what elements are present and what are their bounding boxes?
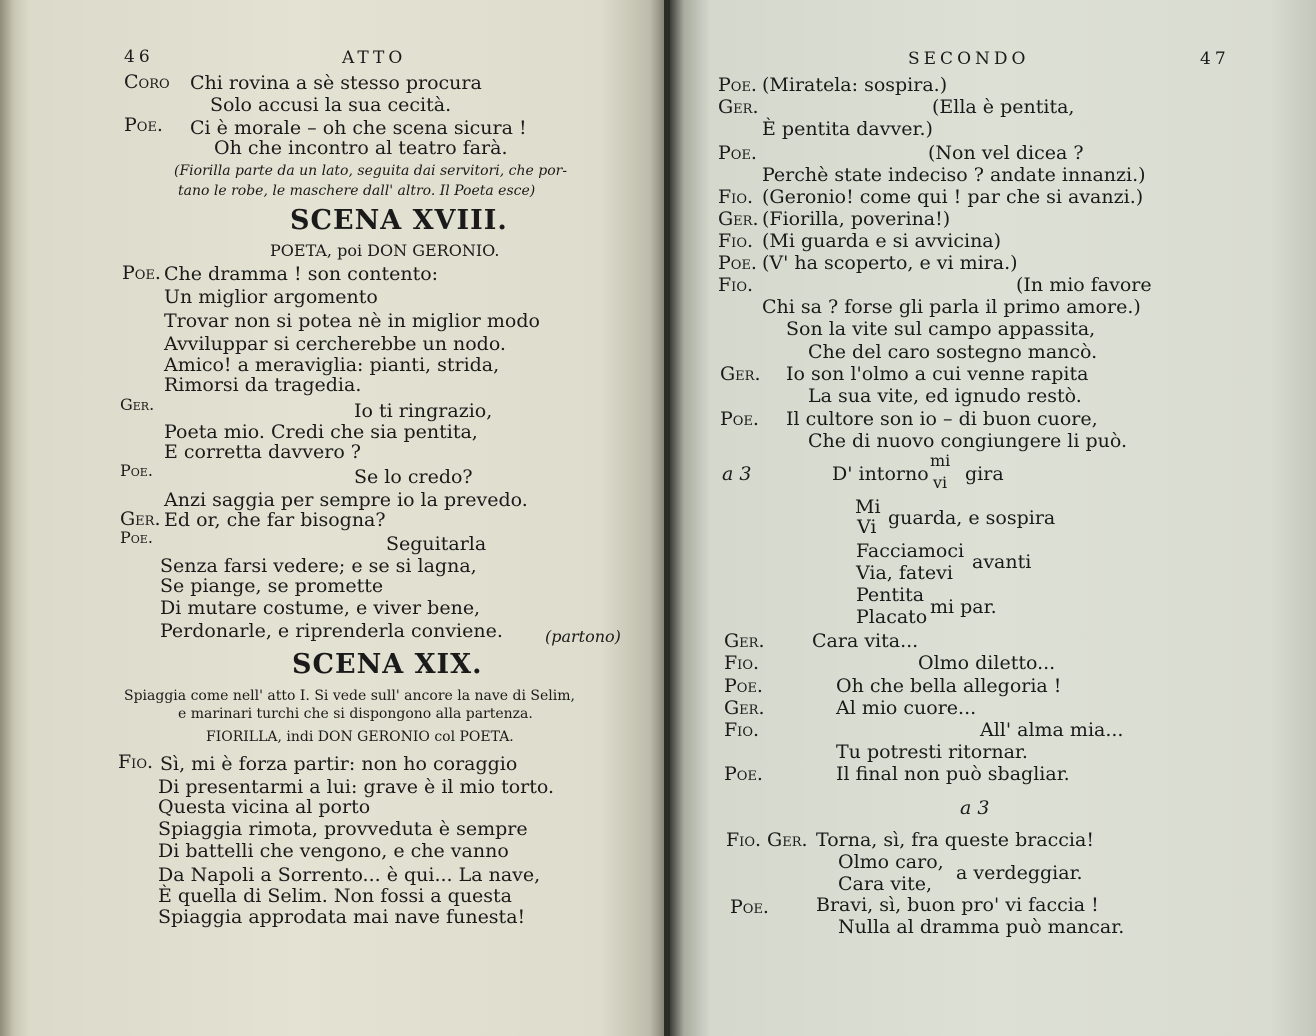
verse-line: Se piange, se promette <box>160 575 384 597</box>
verse-line: All' alma mia... <box>980 719 1124 741</box>
running-head-left: ATTO <box>342 48 407 68</box>
scene-setting: e marinari turchi che si dispongono alla partenza. <box>178 706 533 722</box>
speaker: Poe. <box>724 675 763 697</box>
verse-line: Perchè state indeciso ? andate innanzi.) <box>762 164 1146 186</box>
verse-word: mi <box>930 451 951 470</box>
verse-line: Che dramma ! son contento: <box>164 263 439 285</box>
verse-line: (V' ha scoperto, e vi mira.) <box>762 252 1018 274</box>
speaker: Ger. <box>718 96 759 118</box>
verse-line: Ed or, che far bisogna? <box>164 509 386 531</box>
speaker: Poe. <box>724 763 763 785</box>
verse-line: Anzi saggia per sempre io la prevedo. <box>164 489 528 511</box>
verse-line: Di presentarmi a lui: grave è il mio torto. <box>158 776 555 798</box>
verse-word: Placato <box>856 606 928 628</box>
stage-direction: tano le robe, le maschere dall' altro. Il Poeta esce) <box>178 183 536 199</box>
verse-word: Pentita <box>856 584 925 606</box>
verse-line: (Non vel dicea ? <box>928 142 1084 164</box>
verse-line: Cara vita... <box>812 630 919 652</box>
verse-line: Bravi, sì, buon pro' vi faccia ! <box>816 894 1099 916</box>
verse-line: Perdonarle, e riprenderla conviene. <box>160 620 503 642</box>
scene-cast: POETA, poi DON GERONIO. <box>270 241 500 260</box>
verse-word: Vi <box>857 516 877 538</box>
speaker: Poe. <box>718 252 757 274</box>
verse-line: Spiaggia approdata mai nave funesta! <box>158 906 526 928</box>
verse-line: Son la vite sul campo appassita, <box>786 318 1096 340</box>
verse-line: Un miglior argomento <box>164 286 378 308</box>
verse-word: Via, fatevi <box>856 562 953 584</box>
verse-line: Se lo credo? <box>354 466 473 488</box>
verse-line: Poeta mio. Credi che sia pentita, <box>164 421 478 443</box>
verse-line: (Miratela: sospira.) <box>762 74 948 96</box>
speaker: Poe. <box>122 262 161 284</box>
speaker: Ger. <box>120 395 155 414</box>
running-head-right: SECONDO <box>908 49 1030 69</box>
speaker: Poe. <box>124 114 163 136</box>
verse-line: Di mutare costume, e viver bene, <box>160 597 481 619</box>
verse-line: Chi sa ? forse gli parla il primo amore.) <box>762 296 1141 318</box>
speaker: Ger. <box>120 508 161 530</box>
speaker: Coro <box>124 71 170 93</box>
verse-line: Sì, mi è forza partir: non ho coraggio <box>160 753 518 775</box>
verse-line: Ci è morale – oh che scena sicura ! <box>190 117 527 139</box>
verse-word: a verdeggiar. <box>956 862 1083 884</box>
right-page <box>670 0 1316 1036</box>
verse-line: Solo accusi la sua cecità. <box>210 94 452 116</box>
verse-line: È pentita davver.) <box>762 118 933 140</box>
speaker: Ger. <box>718 208 759 230</box>
ensemble-label: a 3 <box>960 797 990 819</box>
stage-direction: (partono) <box>545 627 621 646</box>
stage-direction: (Fiorilla parte da un lato, seguita dai servitori, che por- <box>174 163 568 179</box>
verse-line: Nulla al dramma può mancar. <box>838 916 1125 938</box>
speaker: Poe. <box>718 142 757 164</box>
verse-line: Olmo diletto... <box>918 652 1056 674</box>
speaker: Poe. <box>120 461 153 480</box>
verse-line: Oh che incontro al teatro farà. <box>214 137 508 159</box>
verse-line: (In mio favore <box>1016 274 1152 296</box>
verse-word: mi par. <box>930 596 997 618</box>
speaker: Fio. <box>118 751 154 773</box>
speaker: Fio. <box>724 652 760 674</box>
verse-word: vi <box>933 473 948 492</box>
verse-line: Il final non può sbagliar. <box>836 763 1070 785</box>
verse-word: avanti <box>972 551 1032 573</box>
verse-line: Questa vicina al porto <box>158 796 371 818</box>
scene-setting: Spiaggia come nell' atto I. Si vede sull' ancore la nave di Selim, <box>124 688 575 704</box>
page-number-right: 47 <box>1200 49 1230 69</box>
verse-line: Avviluppar si cercherebbe un nodo. <box>164 333 506 355</box>
verse-word: Olmo caro, <box>838 851 944 873</box>
verse-word: Facciamoci <box>856 540 965 562</box>
verse-line: Io ti ringrazio, <box>354 400 493 422</box>
verse-line: (Ella è pentita, <box>932 96 1075 118</box>
verse-line: Di battelli che vengono, e che vanno <box>158 840 509 862</box>
speaker: Poe. <box>730 896 769 918</box>
verse-word: Cara vite, <box>838 873 933 895</box>
speaker: Ger. <box>724 630 765 652</box>
verse-line: Chi rovina a sè stesso procura <box>190 72 482 94</box>
ensemble-label: a 3 <box>722 463 752 485</box>
verse-line: Senza farsi vedere; e se si lagna, <box>160 555 477 577</box>
verse-line: guarda, e sospira <box>888 507 1056 529</box>
verse-line: Oh che bella allegoria ! <box>836 675 1062 697</box>
verse-word: gira <box>965 463 1004 485</box>
verse-line: (Mi guarda e si avvicina) <box>762 230 1002 252</box>
speaker: Ger. <box>724 697 765 719</box>
scene-cast: FIORILLA, indi DON GERONIO col POETA. <box>206 729 514 745</box>
verse-line: D' intorno <box>832 463 929 485</box>
speaker: Fio. <box>718 274 754 296</box>
speaker: Ger. <box>720 363 761 385</box>
speaker: Fio. <box>724 719 760 741</box>
verse-word: Mi <box>855 496 881 518</box>
verse-line: Tu potresti ritornar. <box>836 741 1028 763</box>
scene-heading: SCENA XVIII. <box>290 205 508 236</box>
speaker: Poe. <box>120 528 153 547</box>
verse-line: Il cultore son io – di buon cuore, <box>786 408 1098 430</box>
verse-line: Da Napoli a Sorrento... è qui... La nave, <box>158 864 541 886</box>
verse-line: È quella di Selim. Non fossi a questa <box>158 885 513 907</box>
verse-line: Rimorsi da tragedia. <box>164 374 362 396</box>
verse-line: E corretta davvero ? <box>164 441 361 463</box>
scene-heading: SCENA XIX. <box>292 649 483 680</box>
speaker: Poe. <box>718 74 757 96</box>
verse-line: La sua vite, ed ignudo restò. <box>808 385 1082 407</box>
verse-line: Che del caro sostegno mancò. <box>808 341 1098 363</box>
verse-line: Torna, sì, fra queste braccia! <box>816 829 1094 851</box>
verse-line: Al mio cuore... <box>836 697 977 719</box>
speaker: Fio. <box>718 230 754 252</box>
verse-line: Che di nuovo congiungere li può. <box>808 430 1128 452</box>
speaker: Poe. <box>720 408 759 430</box>
verse-line: Amico! a meraviglia: pianti, strida, <box>164 354 500 376</box>
verse-line: Io son l'olmo a cui venne rapita <box>786 363 1089 385</box>
speaker: Fio. Ger. <box>726 829 808 851</box>
verse-line: (Fiorilla, poverina!) <box>762 208 951 230</box>
page-number-left: 46 <box>124 47 154 67</box>
verse-line: (Geronio! come qui ! par che si avanzi.) <box>762 186 1144 208</box>
verse-line: Seguitarla <box>386 533 487 555</box>
verse-line: Trovar non si potea nè in miglior modo <box>164 310 540 332</box>
verse-line: Spiaggia rimota, provveduta è sempre <box>158 818 528 840</box>
speaker: Fio. <box>718 186 754 208</box>
